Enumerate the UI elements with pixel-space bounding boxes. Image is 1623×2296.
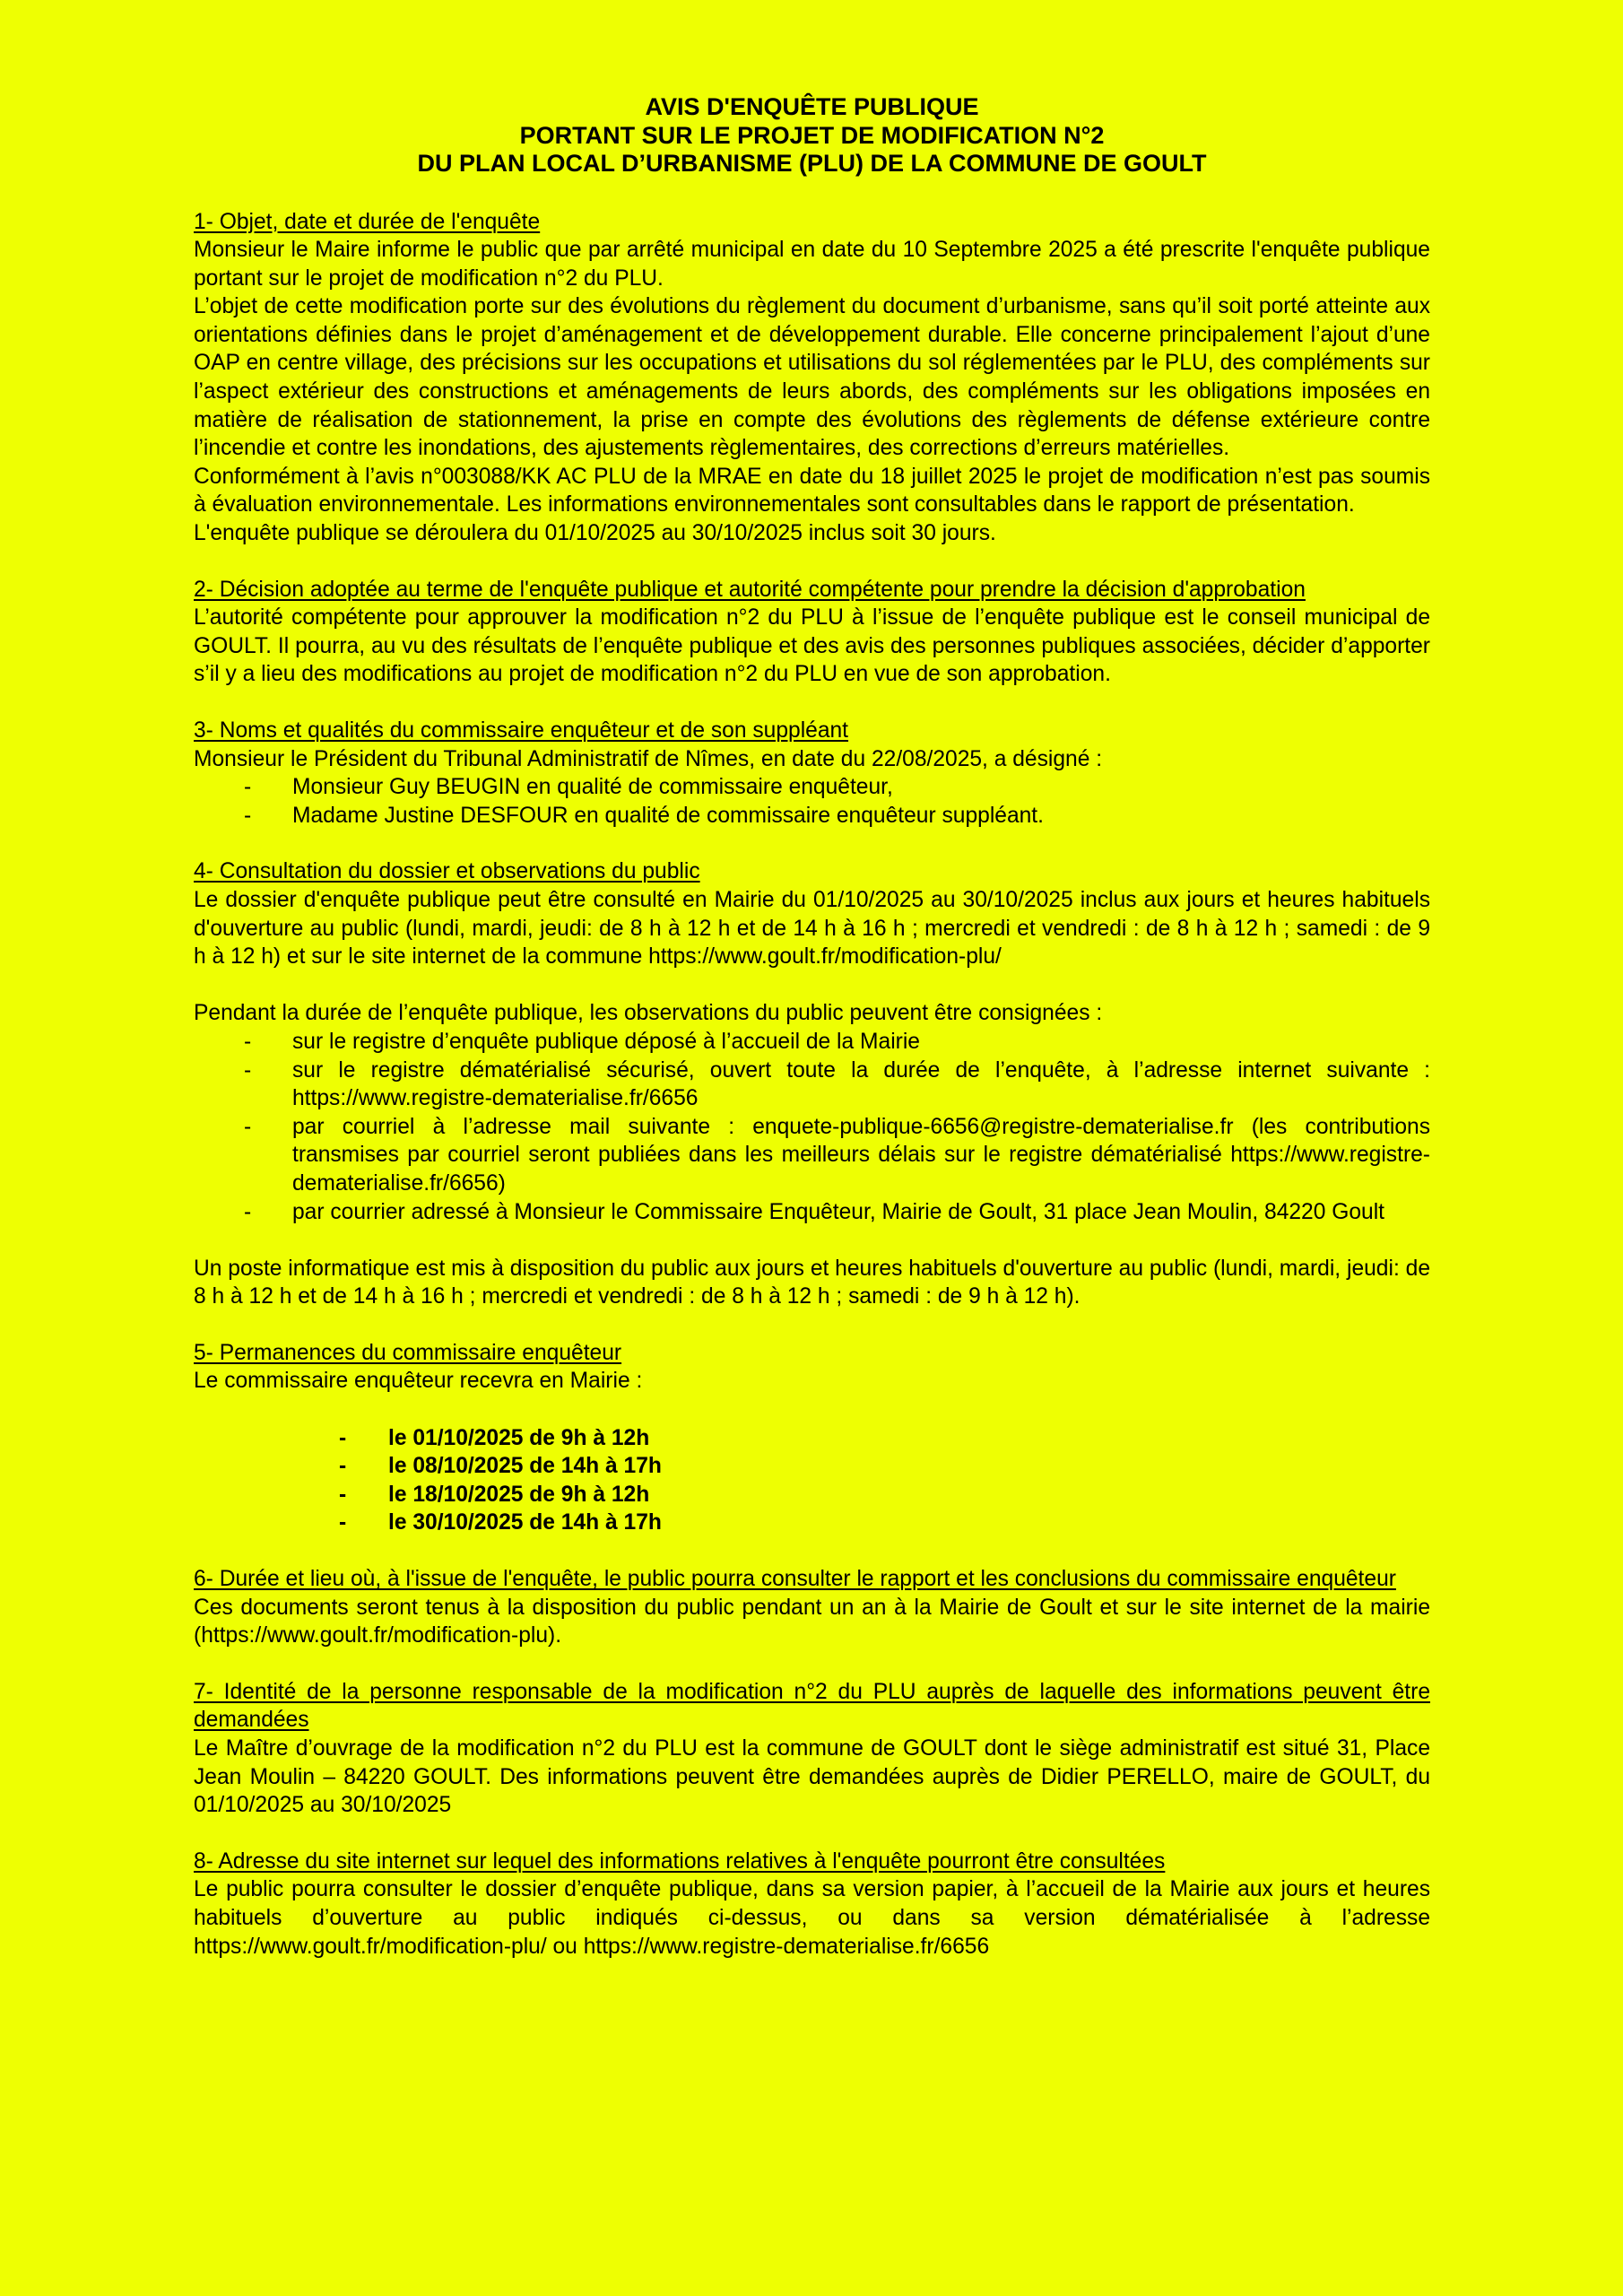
permanence-item <box>194 1509 1430 1537</box>
dash-bullet-icon: - <box>339 1425 347 1450</box>
list-item-text: Madame Justine DESFOUR en qualité de commissaire enquêteur suppléant. <box>292 803 1044 828</box>
dash-bullet-icon: - <box>339 1454 347 1479</box>
section-heading: 6- Durée et lieu où, à l'issue de l'enquête, le public pourra consulter le rapport et les conclusions du commissaire enquêteur <box>194 1567 1396 1592</box>
dash-bullet-icon: - <box>244 1057 252 1083</box>
permanence-item <box>194 1452 1430 1481</box>
dash-bullet-icon: - <box>244 1114 252 1139</box>
section-6-report-availability <box>194 1565 1430 1650</box>
list-item-text: Monsieur Guy BEUGIN en qualité de commissaire enquêteur, <box>292 775 893 800</box>
permanence-item <box>194 1481 1430 1509</box>
section-heading: 5- Permanences du commissaire enquêteur <box>194 1340 622 1365</box>
section-5-permanences <box>194 1339 1430 1537</box>
section-paragraph: Un poste informatique est mis à disposition du public aux jours et heures habituels d'ouverture au public (lundi, mardi, jeudi: de 8 h à 12 h et de 14 h à 16 h ; mercredi et vendredi : de 8 h à 12 h ; samedi : de 9 h à 12 h). <box>194 1256 1430 1309</box>
dash-bullet-icon: - <box>244 1029 252 1054</box>
permanence-item <box>194 1424 1430 1453</box>
list-item-text: par courriel à l’adresse mail suivante : enquete-publique-6656@registre-dematerialise.fr (les contributions transmises par courriel seront publiées dans les meilleurs délais sur le registre dématérialisé https://www.registre-dematerialise.fr/6656) <box>292 1114 1430 1196</box>
commissioner-list <box>194 773 1430 830</box>
section-4-consultation <box>194 857 1430 1311</box>
permanence-date: le 30/10/2025 de 14h à 17h <box>388 1510 662 1535</box>
section-heading: 3- Noms et qualités du commissaire enquêteur et de son suppléant <box>194 718 849 743</box>
section-paragraph: L’objet de cette modification porte sur des évolutions du règlement du document d’urbanisme, sans qu’il soit porté atteinte aux orientations définies dans le projet d’aménagement et de développement durable. Elle concerne principalement l’ajout d’une OAP en centre village, des précisions sur les occupations et utilisations du sol réglementées par le PLU, des compléments sur l’aspect extérieur des constructions et aménagements de leurs abords, des compléments sur les obligations imposées en matière de réalisation de stationnement, la prise en compte des évolutions des règlements de défense extérieure contre l’incendie et contre les inondations, des ajustements règlementaires, des corrections d’erreurs matérielles. <box>194 294 1430 461</box>
section-2-decision-authority <box>194 576 1430 689</box>
spacer <box>194 1396 1430 1424</box>
section-heading: 8- Adresse du site internet sur lequel des informations relatives à l'enquête pourront être consultées <box>194 1848 1166 1874</box>
list-item-text: sur le registre d’enquête publique déposé à l’accueil de la Mairie <box>292 1029 920 1054</box>
section-3-commissioners <box>194 717 1430 830</box>
section-paragraph: Monsieur le Maire informe le public que par arrêté municipal en date du 10 Septembre 2025 a été prescrite l'enquête publique portant sur le projet de modification n°2 du PLU. <box>194 238 1430 291</box>
section-heading: 2- Décision adoptée au terme de l'enquête publique et autorité compétente pour prendre la décision d'approbation <box>194 577 1306 602</box>
section-paragraph: Le dossier d'enquête publique peut être consulté en Mairie du 01/10/2025 au 30/10/2025 inclus aux jours et heures habituels d'ouverture au public (lundi, mardi, jeudi: de 8 h à 12 h et de 14 h à 16 h ; mercredi et vendredi : de 8 h à 12 h ; samedi : de 9 h à 12 h) et sur le site internet de la commune https://www.goult.fr/modification-plu/ <box>194 887 1430 970</box>
spacer <box>194 971 1430 1000</box>
dash-bullet-icon: - <box>244 1199 252 1224</box>
title-line-1: AVIS D'ENQUÊTE PUBLIQUE <box>645 93 979 120</box>
section-1-object-date-duration <box>194 208 1430 548</box>
section-heading: 1- Objet, date et durée de l'enquête <box>194 209 541 234</box>
list-item <box>194 1198 1430 1227</box>
dash-bullet-icon: - <box>339 1510 347 1535</box>
permanence-list <box>194 1424 1430 1537</box>
title-line-2: PORTANT SUR LE PROJET DE MODIFICATION N°2 <box>519 121 1105 149</box>
list-item-text: par courrier adressé à Monsieur le Commissaire Enquêteur, Mairie de Goult, 31 place Jean Moulin, 84220 Goult <box>292 1199 1385 1224</box>
list-item-text: sur le registre dématérialisé sécurisé, ouvert toute la durée de l’enquête, à l’adresse internet suivante : https://www.registre-dematerialise.fr/6656 <box>292 1057 1430 1111</box>
section-paragraph: Le public pourra consulter le dossier d’enquête publique, dans sa version papier, à l’accueil de la Mairie aux jours et heures habituels d’ouverture au public indiqués ci-dessus, ou dans sa version dématérialisée à l’adresse https://www.goult.fr/modification-plu/ ou https://www.registre-dematerialise.fr/6656 <box>194 1877 1430 1959</box>
section-paragraph: L'enquête publique se déroulera du 01/10/2025 au 30/10/2025 inclus soit 30 jours. <box>194 521 996 546</box>
section-paragraph: Conformément à l’avis n°003088/KK AC PLU de la MRAE en date du 18 juillet 2025 le projet de modification n’est pas soumis à évaluation environnementale. Les informations environnementales sont consultables dans le rapport de présentation. <box>194 464 1430 517</box>
permanence-date: le 08/10/2025 de 14h à 17h <box>388 1454 662 1479</box>
observation-channels-list <box>194 1028 1430 1226</box>
section-paragraph: Le Maître d’ouvrage de la modification n°2 du PLU est la commune de GOULT dont le siège administratif est situé 31, Place Jean Moulin – 84220 GOULT. Des informations peuvent être demandées auprès de Didier PERELLO, maire de GOULT, du 01/10/2025 au 30/10/2025 <box>194 1736 1430 1818</box>
section-8-website <box>194 1848 1430 1961</box>
dash-bullet-icon: - <box>244 803 252 828</box>
title-line-3: DU PLAN LOCAL D’URBANISME (PLU) DE LA COMMUNE DE GOULT <box>417 150 1207 177</box>
section-intro: Monsieur le Président du Tribunal Administratif de Nîmes, en date du 22/08/2025, a désigné : <box>194 746 1103 771</box>
permanence-date: le 01/10/2025 de 9h à 12h <box>388 1425 650 1450</box>
section-7-responsible-person <box>194 1678 1430 1820</box>
notice-title <box>194 93 1430 178</box>
permanence-date: le 18/10/2025 de 9h à 12h <box>388 1482 650 1507</box>
section-paragraph: L’autorité compétente pour approuver la modification n°2 du PLU à l’issue de l’enquête publique est le conseil municipal de GOULT. Il pourra, au vu des résultats de l’enquête publique et des avis des personnes publiques associées, décider d’apporter s’il y a lieu des modifications au projet de modification n°2 du PLU en vue de son approbation. <box>194 605 1430 687</box>
list-item <box>194 1113 1430 1198</box>
list-item <box>194 802 1430 831</box>
dash-bullet-icon: - <box>339 1482 347 1507</box>
section-heading: 4- Consultation du dossier et observations du public <box>194 859 700 884</box>
list-item <box>194 1057 1430 1113</box>
section-intro: Le commissaire enquêteur recevra en Mairie : <box>194 1369 643 1394</box>
section-paragraph: Pendant la durée de l’enquête publique, les observations du public peuvent être consignées : <box>194 1001 1103 1026</box>
list-item <box>194 1028 1430 1057</box>
list-item <box>194 773 1430 802</box>
dash-bullet-icon: - <box>244 775 252 800</box>
spacer <box>194 1226 1430 1255</box>
section-heading: 7- Identité de la personne responsable de la modification n°2 du PLU auprès de laquelle des informations peuvent être demandées <box>194 1679 1430 1733</box>
section-paragraph: Ces documents seront tenus à la disposition du public pendant un an à la Mairie de Goult et sur le site internet de la mairie (https://www.goult.fr/modification-plu). <box>194 1595 1430 1648</box>
public-notice-page <box>194 93 1430 1988</box>
